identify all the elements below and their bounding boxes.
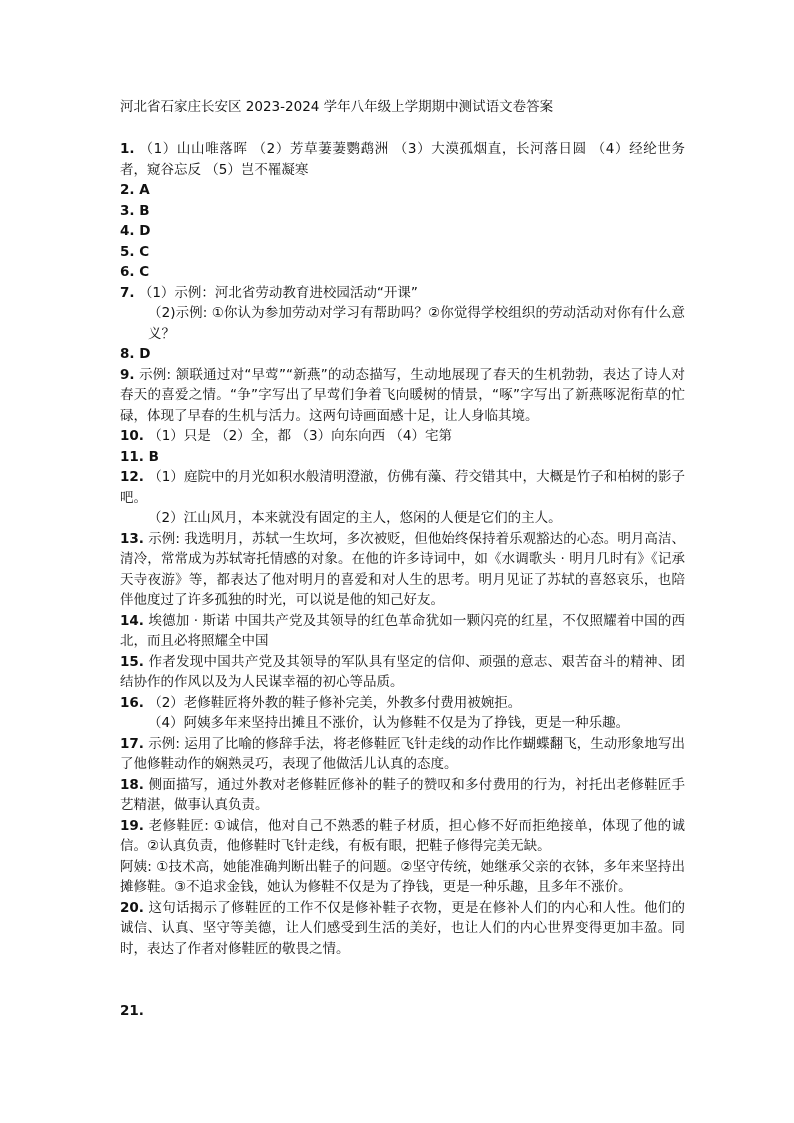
answer-number: 7. [120,284,135,301]
answer-2 [120,180,685,201]
answer-number: 8. D [120,346,151,362]
answer-18 [120,775,685,816]
answer-text: 侧面描写，通过外教对老修鞋匠修补的鞋子的赞叹和多付费用的行为，衬托出老修鞋匠手艺精湛，做事认真负责。 [120,776,685,813]
answer-number: 13. [120,530,144,547]
answer-number: 21. [120,1003,144,1019]
answer-text: （1）庭院中的月光如积水般清明澄澈，仿佛有藻、荇交错其中，大概是竹子和柏树的影子吧。 [120,469,685,506]
answer-number: 4. D [120,223,151,239]
answer-text: （4）阿姨多年来坚持出摊且不涨价，认为修鞋不仅是为了挣钱，更是一种乐趣。 [148,715,630,731]
answer-7-part-2 [120,303,685,344]
answer-number: 1. [120,141,135,157]
answer-12-part-2 [120,508,685,529]
answer-number: 20. [120,899,144,916]
answer-number: 12. [120,469,144,485]
answer-16 [120,693,685,714]
answer-6 [120,262,685,283]
answer-number: 9. [120,366,135,383]
answer-7 [120,283,685,304]
answer-1 [120,139,685,180]
answer-number: 6. C [120,264,150,280]
answer-number: 2. A [120,182,150,198]
answer-19-part-2 [120,857,685,898]
answer-11 [120,447,685,468]
answer-number: 3. B [120,202,150,219]
answer-number: 11. B [120,448,159,465]
answer-4 [120,221,685,242]
answer-12 [120,467,685,508]
answer-text: （1）山山唯落晖 （2）芳草萋萋鹦鹉洲 （3）大漠孤烟直，长河落日圆 （4）经纶世务者，窥谷忘反 （5）岂不罹凝寒 [120,141,685,178]
answer-14 [120,611,685,652]
answer-number: 15. [120,653,144,670]
answer-19 [120,816,685,857]
answer-text: 作者发现中国共产党及其领导的军队具有坚定的信仰、顽强的意志、艰苦奋斗的精神、团结协作的作风以及为人民谋幸福的初心等品质。 [120,653,685,690]
answer-10 [120,426,685,447]
answer-8 [120,344,685,365]
answer-number: 19. [120,817,144,834]
answer-text: 示例: 我选明月，苏轼一生坎坷，多次被贬，但他始终保持着乐观豁达的心态。明月高洁、清冷，常常成为苏轼寄托情感的对象。在他的许多诗词中，如《水调歌头 · 明月几时有》《记承天寺夜游》等，都表达了他对明月的喜爱和对人生的思考。明月见证了苏轼的喜怒哀乐，也陪伴他度过了许多孤独的时光，可以说是他的知己好友。 [120,530,685,608]
answer-15 [120,652,685,693]
spacer [120,959,685,981]
answer-text: （1）只是 （2）全，都 （3）向东向西 （4）宅第 [143,428,452,444]
answer-list [120,139,685,1022]
answer-number: 17. [120,735,144,752]
answer-text: 老修鞋匠: ①诚信，他对自己不熟悉的鞋子材质，担心修不好而拒绝接单，体现了他的诚信。②认真负责，他修鞋时飞针走线，有板有眼，把鞋子修得完美无缺。 [120,817,685,854]
answer-text: 阿姨: ①技术高，她能准确判断出鞋子的问题。②坚守传统，她继承父亲的衣钵，多年来坚持出摊修鞋。③不追求金钱，她认为修鞋不仅是为了挣钱，更是一种乐趣，且多年不涨价。 [120,858,685,895]
answer-17 [120,734,685,775]
document-title: 河北省石家庄长安区 2023-2024 学年八年级上学期期中测试语文卷答案 [120,99,554,115]
answer-16-part-2 [120,713,685,734]
answer-text: 示例: 运用了比喻的修辞手法，将老修鞋匠飞针走线的动作比作蝴蝶翻飞，生动形象地写出了他修鞋动作的娴熟灵巧，表现了他做活儿认真的态度。 [120,735,685,772]
answer-text: 示例: 颔联通过对“早莺”“新燕”的动态描写，生动地展现了春天的生机勃勃，表达了诗人对春天的喜爱之情。“争”字写出了早莺们争着飞向暖树的情景，“啄”字写出了新燕啄泥衔草的忙碌，体现了早春的生机与活力。这两句诗画面感十足，让人身临其境。 [120,366,685,424]
answer-number: 10. [120,428,144,444]
answer-21 [120,1001,685,1022]
answer-text: （2）老修鞋匠将外教的鞋子修补完美，外教多付费用被婉拒。 [143,694,522,711]
answer-text: （2）江山风月，本来就没有固定的主人，悠闲的人便是它们的主人。 [148,510,562,526]
answer-number: 16. [120,694,144,711]
answer-3 [120,201,685,222]
answer-20 [120,898,685,960]
answer-number: 18. [120,776,144,793]
spacer [120,981,685,1001]
answer-number: 5. C [120,243,150,260]
answer-text: 埃德加 · 斯诺 中国共产党及其领导的红色革命犹如一颗闪亮的红星，不仅照耀着中国的西北，而且必将照耀全中国 [120,612,685,649]
answer-text: 这句话揭示了修鞋匠的工作不仅是修补鞋子衣物，更是在修补人们的内心和人性。他们的诚信、认真、坚守等美德，让人们感受到生活的美好，也让人们的内心世界变得更加丰盈。同时，表达了作者对修鞋匠的敬畏之情。 [120,899,685,957]
answer-13 [120,529,685,611]
answer-number: 14. [120,612,144,629]
answer-text: （1）示例：河北省劳动教育进校园活动“开课” [134,284,418,301]
answer-9 [120,365,685,427]
answer-5 [120,242,685,263]
answer-text: （2)示例: ①你认为参加劳动对学习有帮助吗？②你觉得学校组织的劳动活动对你有什么意义？ [148,305,685,342]
